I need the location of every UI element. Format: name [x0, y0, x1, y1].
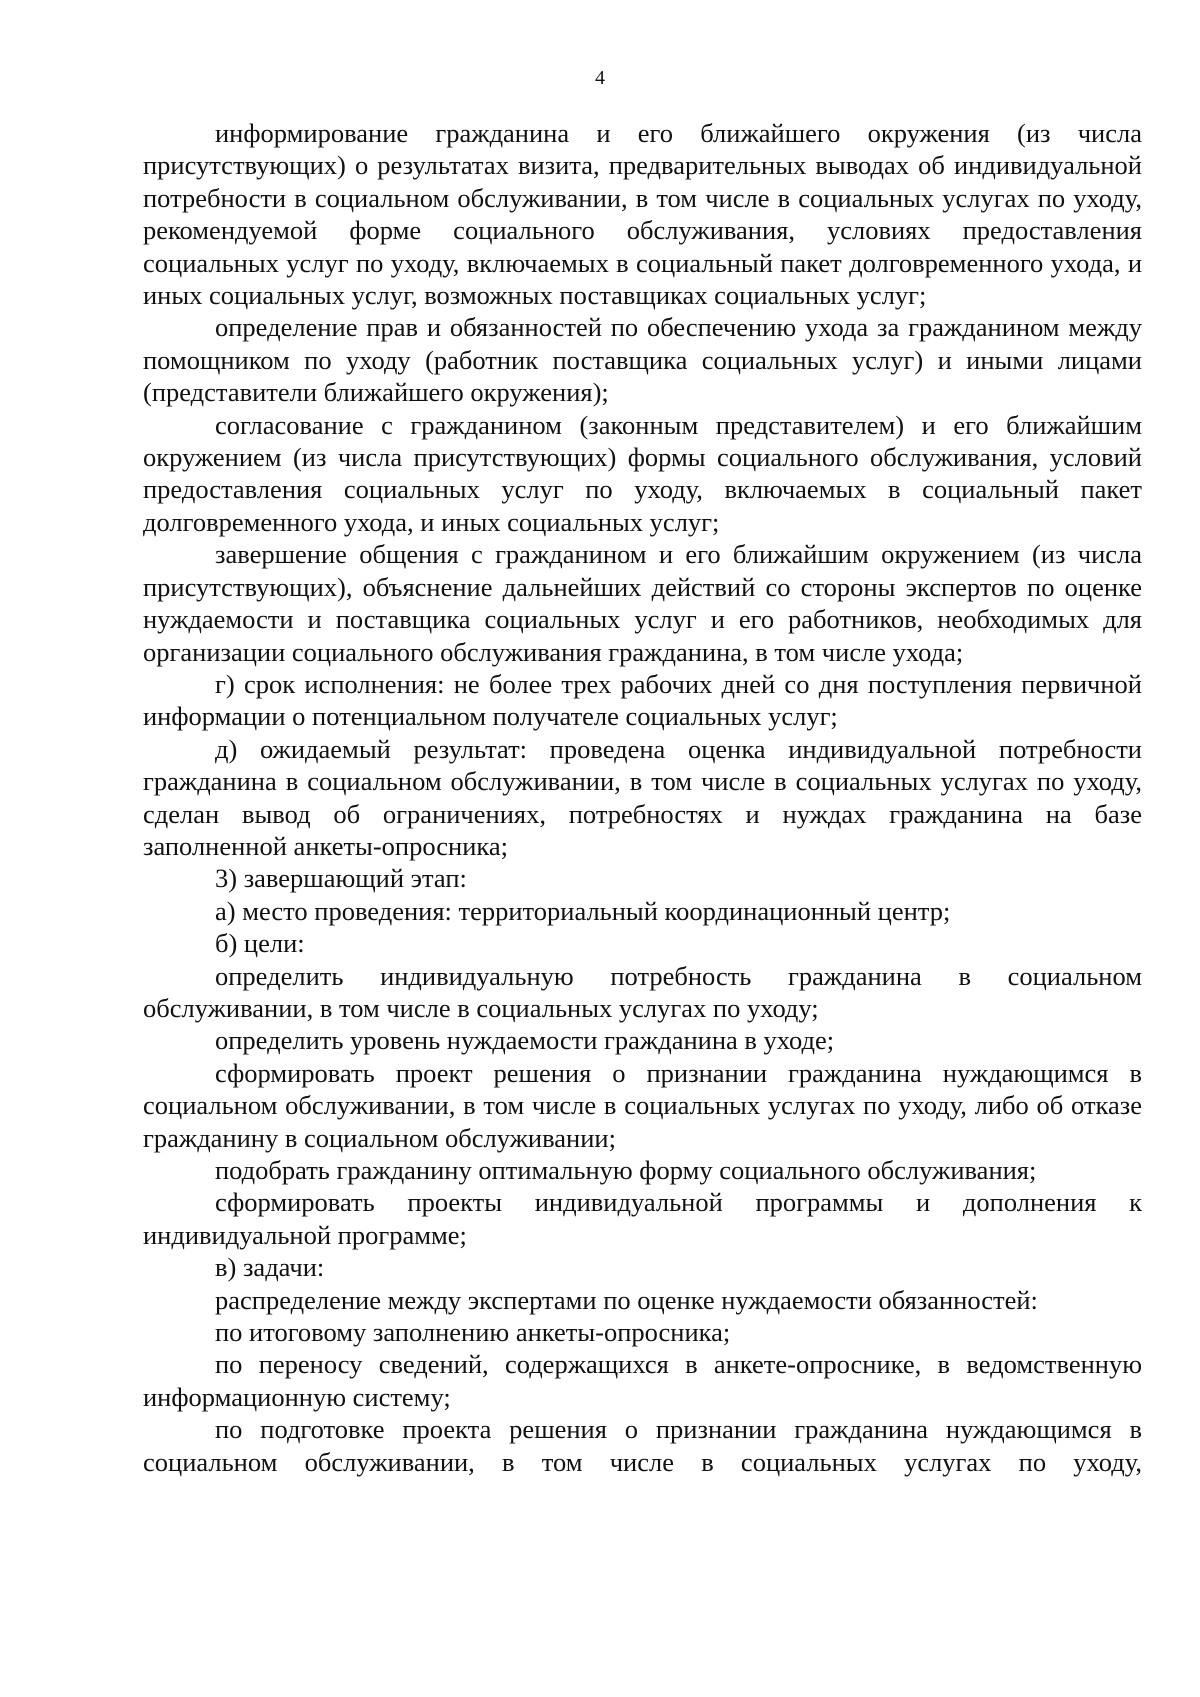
paragraph: по итоговому заполнению анкеты-опросника; — [215, 1317, 731, 1348]
paragraph: д) ожидаемый результат: проведена оценка индивидуальной потребности гражданина в социальном обслуживании, в том числе в социальных услугах по уходу, сделан вывод об ограничениях, потребностях и нуждах гражданина на базе заполненной анкеты-опросника; — [143, 733, 1142, 861]
page-number: 4 — [595, 67, 605, 89]
paragraph: завершение общения с гражданином и его ближайшим окружением (из числа присутствующих), объяснение дальнейших действий со стороны экспертов по оценке нуждаемости и поставщика социальных услуг и его работников, необходимых для организации социального обслуживания гражданина, в том числе ухода; — [143, 539, 1142, 667]
paragraph: сформировать проект решения о признании гражданина нуждающимся в социальном обслуживании, в том числе в социальных услугах по уходу, либо об отказе гражданину в социальном обслуживании; — [143, 1057, 1142, 1153]
paragraph: по подготовке проекта решения о признании гражданина нуждающимся в социальном обслуживании, в том числе в социальных услугах по уходу, — [143, 1414, 1142, 1477]
paragraph: определить индивидуальную потребность гражданина в социальном обслуживании, в том числе в социальных услугах по уходу; — [143, 960, 1142, 1023]
paragraph: сформировать проекты индивидуальной программы и дополнения к индивидуальной программе; — [143, 1187, 1142, 1250]
paragraph: информирование гражданина и его ближайшего окружения (из числа присутствующих) о результатах визита, предварительных выводах об индивидуальной потребности в социальном обслуживании, в том числе в социальных услугах по уходу, рекомендуемой форме социального обслуживания, условиях предоставления социальных услуг по уходу, включаемых в социальный пакет долговременного ухода, и иных социальных услуг, возможных поставщиках социальных услуг; — [143, 118, 1142, 311]
paragraph: 3) завершающий этап: — [215, 863, 467, 894]
paragraph: б) цели: — [215, 928, 305, 959]
paragraph: в) задачи: — [215, 1252, 325, 1283]
paragraph: г) срок исполнения: не более трех рабочих дней со дня поступления первичной информации о потенциальном получателе социальных услуг; — [143, 668, 1142, 732]
document-body — [143, 117, 1142, 1478]
paragraph: распределение между экспертами по оценке нуждаемости обязанностей: — [215, 1284, 1038, 1315]
paragraph: согласование с гражданином (законным представителем) и его ближайшим окружением (из числа присутствующих) формы социального обслуживания, условий предоставления социальных услуг по уходу, включаемых в социальный пакет долговременного ухода, и иных социальных услуг; — [143, 409, 1142, 537]
paragraph: определение прав и обязанностей по обеспечению ухода за гражданином между помощником по уходу (работник поставщика социальных услуг) и иными лицами (представители ближайшего окружения); — [143, 312, 1142, 408]
paragraph: подобрать гражданину оптимальную форму социального обслуживания; — [215, 1155, 1037, 1185]
paragraph: а) место проведения: территориальный координационный центр; — [215, 895, 951, 926]
paragraph: по переносу сведений, содержащихся в анкете-опроснике, в ведомственную информационную систему; — [143, 1349, 1142, 1412]
paragraph: определить уровень нуждаемости гражданина в уходе; — [215, 1025, 835, 1056]
